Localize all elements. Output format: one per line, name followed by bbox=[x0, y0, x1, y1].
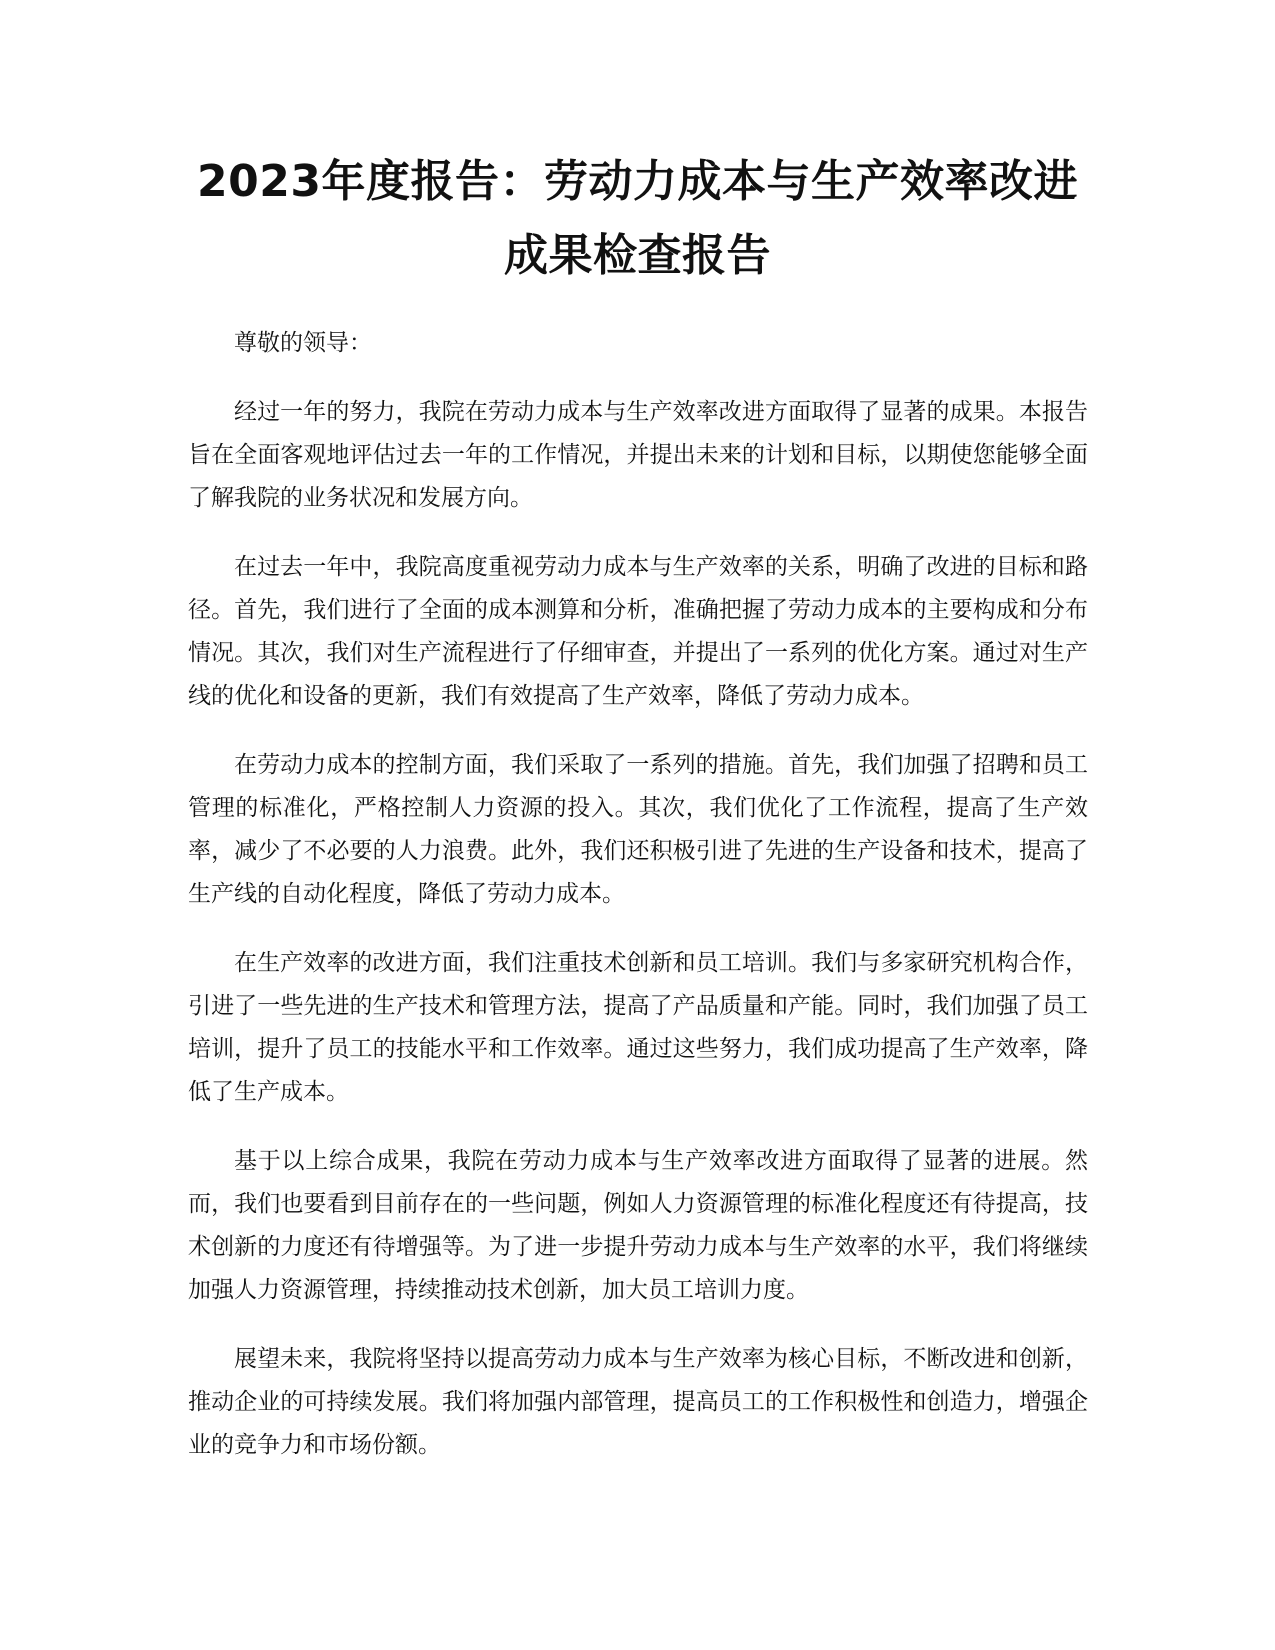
salutation: 尊敬的领导： bbox=[234, 330, 372, 356]
document-title bbox=[150, 145, 1125, 293]
paragraph-5: 基于以上综合成果，我院在劳动力成本与生产效率改进方面取得了显著的进展。然而，我们也要看到目前存在的一些问题，例如人力资源管理的标准化程度还有待提高，技术创新的力度还有待增强等。为了进一步提升劳动力成本与生产效率的水平，我们将继续加强人力资源管理，持续推动技术创新，加大员工培训力度。 bbox=[188, 1148, 1088, 1303]
document-body bbox=[188, 322, 1088, 1493]
paragraph-1: 经过一年的努力，我院在劳动力成本与生产效率改进方面取得了显著的成果。本报告旨在全面客观地评估过去一年的工作情况，并提出未来的计划和目标，以期使您能够全面了解我院的业务状况和发展方向。 bbox=[188, 399, 1088, 511]
paragraph-4: 在生产效率的改进方面，我们注重技术创新和员工培训。我们与多家研究机构合作，引进了一些先进的生产技术和管理方法，提高了产品质量和产能。同时，我们加强了员工培训，提升了员工的技能水平和工作效率。通过这些努力，我们成功提高了生产效率，降低了生产成本。 bbox=[188, 950, 1088, 1105]
paragraph-2: 在过去一年中，我院高度重视劳动力成本与生产效率的关系，明确了改进的目标和路径。首先，我们进行了全面的成本测算和分析，准确把握了劳动力成本的主要构成和分布情况。其次，我们对生产流程进行了仔细审查，并提出了一系列的优化方案。通过对生产线的优化和设备的更新，我们有效提高了生产效率，降低了劳动力成本。 bbox=[188, 554, 1088, 709]
paragraph-6: 展望未来，我院将坚持以提高劳动力成本与生产效率为核心目标，不断改进和创新，推动企业的可持续发展。我们将加强内部管理，提高员工的工作积极性和创造力，增强企业的竞争力和市场份额。 bbox=[188, 1346, 1088, 1458]
title-line-1: 2023年度报告：劳动力成本与生产效率改进 bbox=[197, 156, 1078, 207]
paragraph-3: 在劳动力成本的控制方面，我们采取了一系列的措施。首先，我们加强了招聘和员工管理的标准化，严格控制人力资源的投入。其次，我们优化了工作流程，提高了生产效率，减少了不必要的人力浪费。此外，我们还积极引进了先进的生产设备和技术，提高了生产线的自动化程度，降低了劳动力成本。 bbox=[188, 752, 1088, 907]
title-line-2: 成果检查报告 bbox=[504, 230, 771, 281]
